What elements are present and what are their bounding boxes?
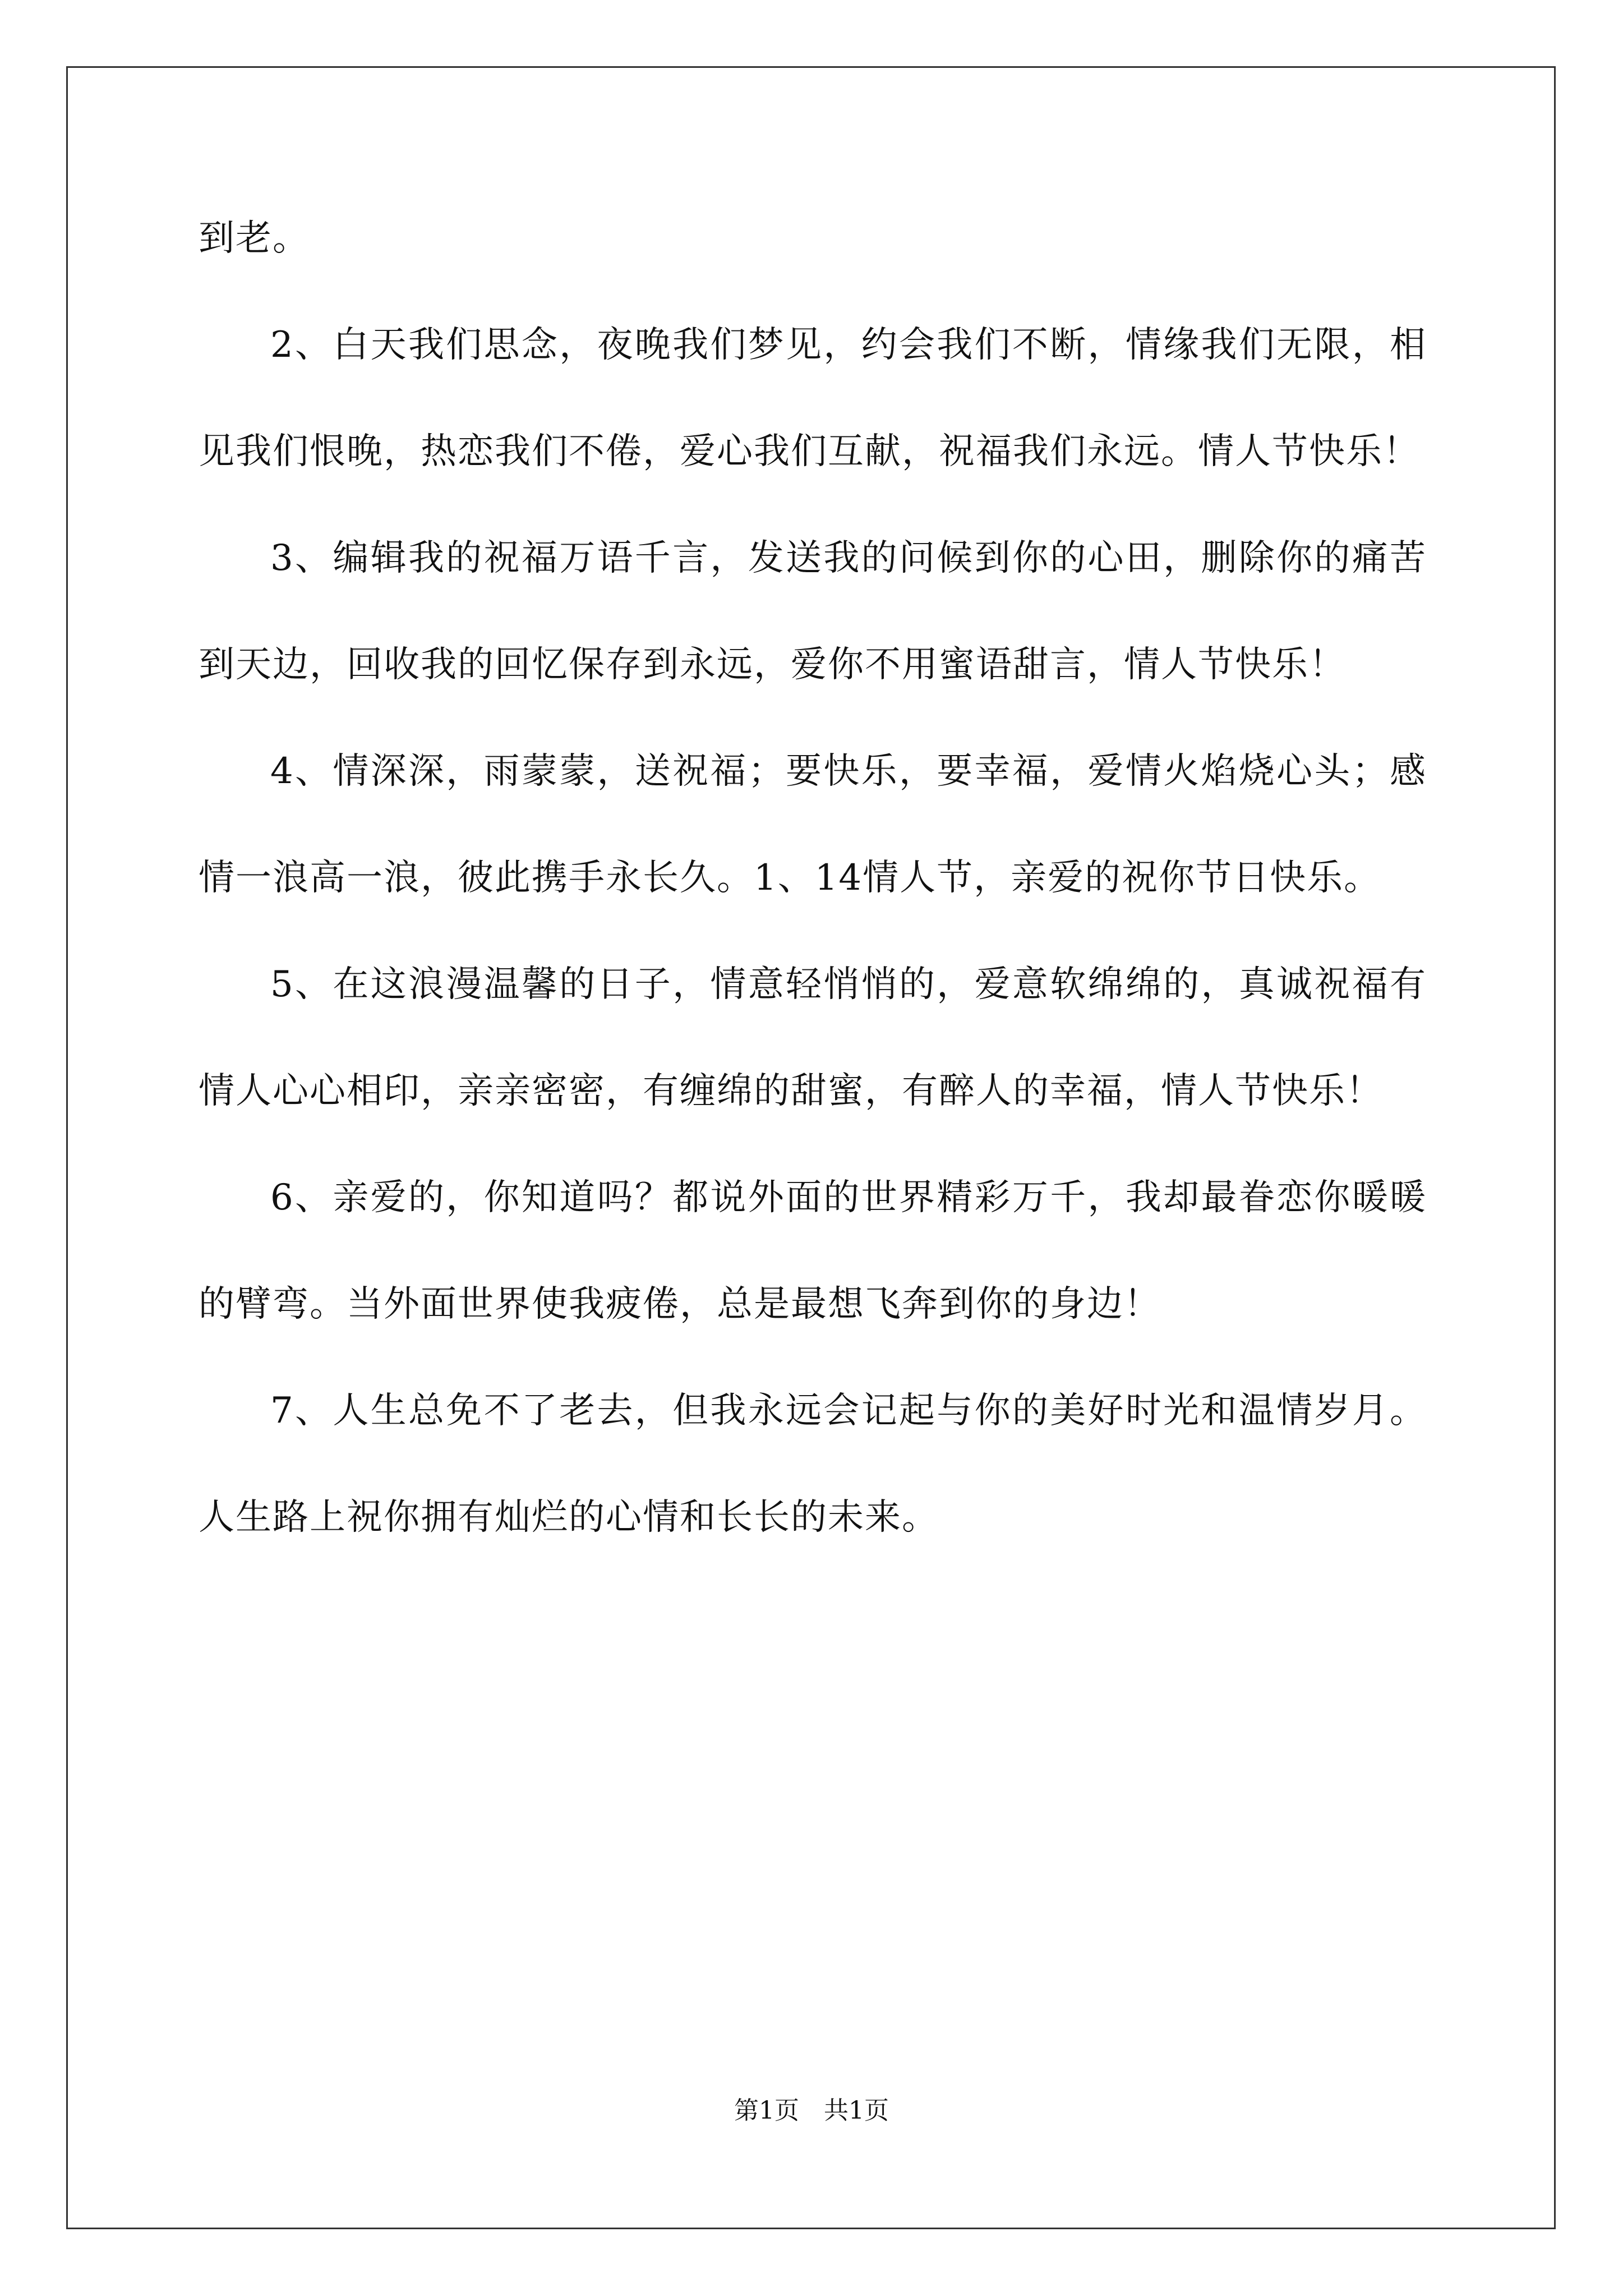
paragraph-4: 4、情深深，雨蒙蒙，送祝福；要快乐，要幸福，爱情火焰烧心头；感情一浪高一浪，彼此携手永长久。1、14情人节，亲爱的祝你节日快乐。	[199, 751, 1427, 899]
paragraph-6: 6、亲爱的，你知道吗？都说外面的世界精彩万千，我却最眷恋你暖暖的臂弯。当外面世界使我疲倦，总是最想飞奔到你的身边！	[199, 1177, 1427, 1325]
paragraph-5: 5、在这浪漫温馨的日子，情意轻悄悄的，爱意软绵绵的，真诚祝福有情人心心相印，亲亲密密，有缠绵的甜蜜，有醉人的幸福，情人节快乐！	[199, 964, 1427, 1112]
paragraph-continuation: 到老。	[199, 218, 310, 259]
page-number-footer: 第1页 共1页	[734, 2096, 889, 2125]
paragraph-2: 2、白天我们思念，夜晚我们梦见，约会我们不断，情缘我们无限，相见我们恨晚，热恋我们不倦，爱心我们互献，祝福我们永远。情人节快乐！	[199, 324, 1427, 472]
paragraph-3: 3、编辑我的祝福万语千言，发送我的问候到你的心田，删除你的痛苦到天边，回收我的回忆保存到永远，爱你不用蜜语甜言，情人节快乐！	[199, 537, 1427, 685]
paragraph-7: 7、人生总免不了老去，但我永远会记起与你的美好时光和温情岁月。人生路上祝你拥有灿烂的心情和长长的未来。	[199, 1390, 1427, 1538]
document-body	[199, 185, 1427, 1571]
